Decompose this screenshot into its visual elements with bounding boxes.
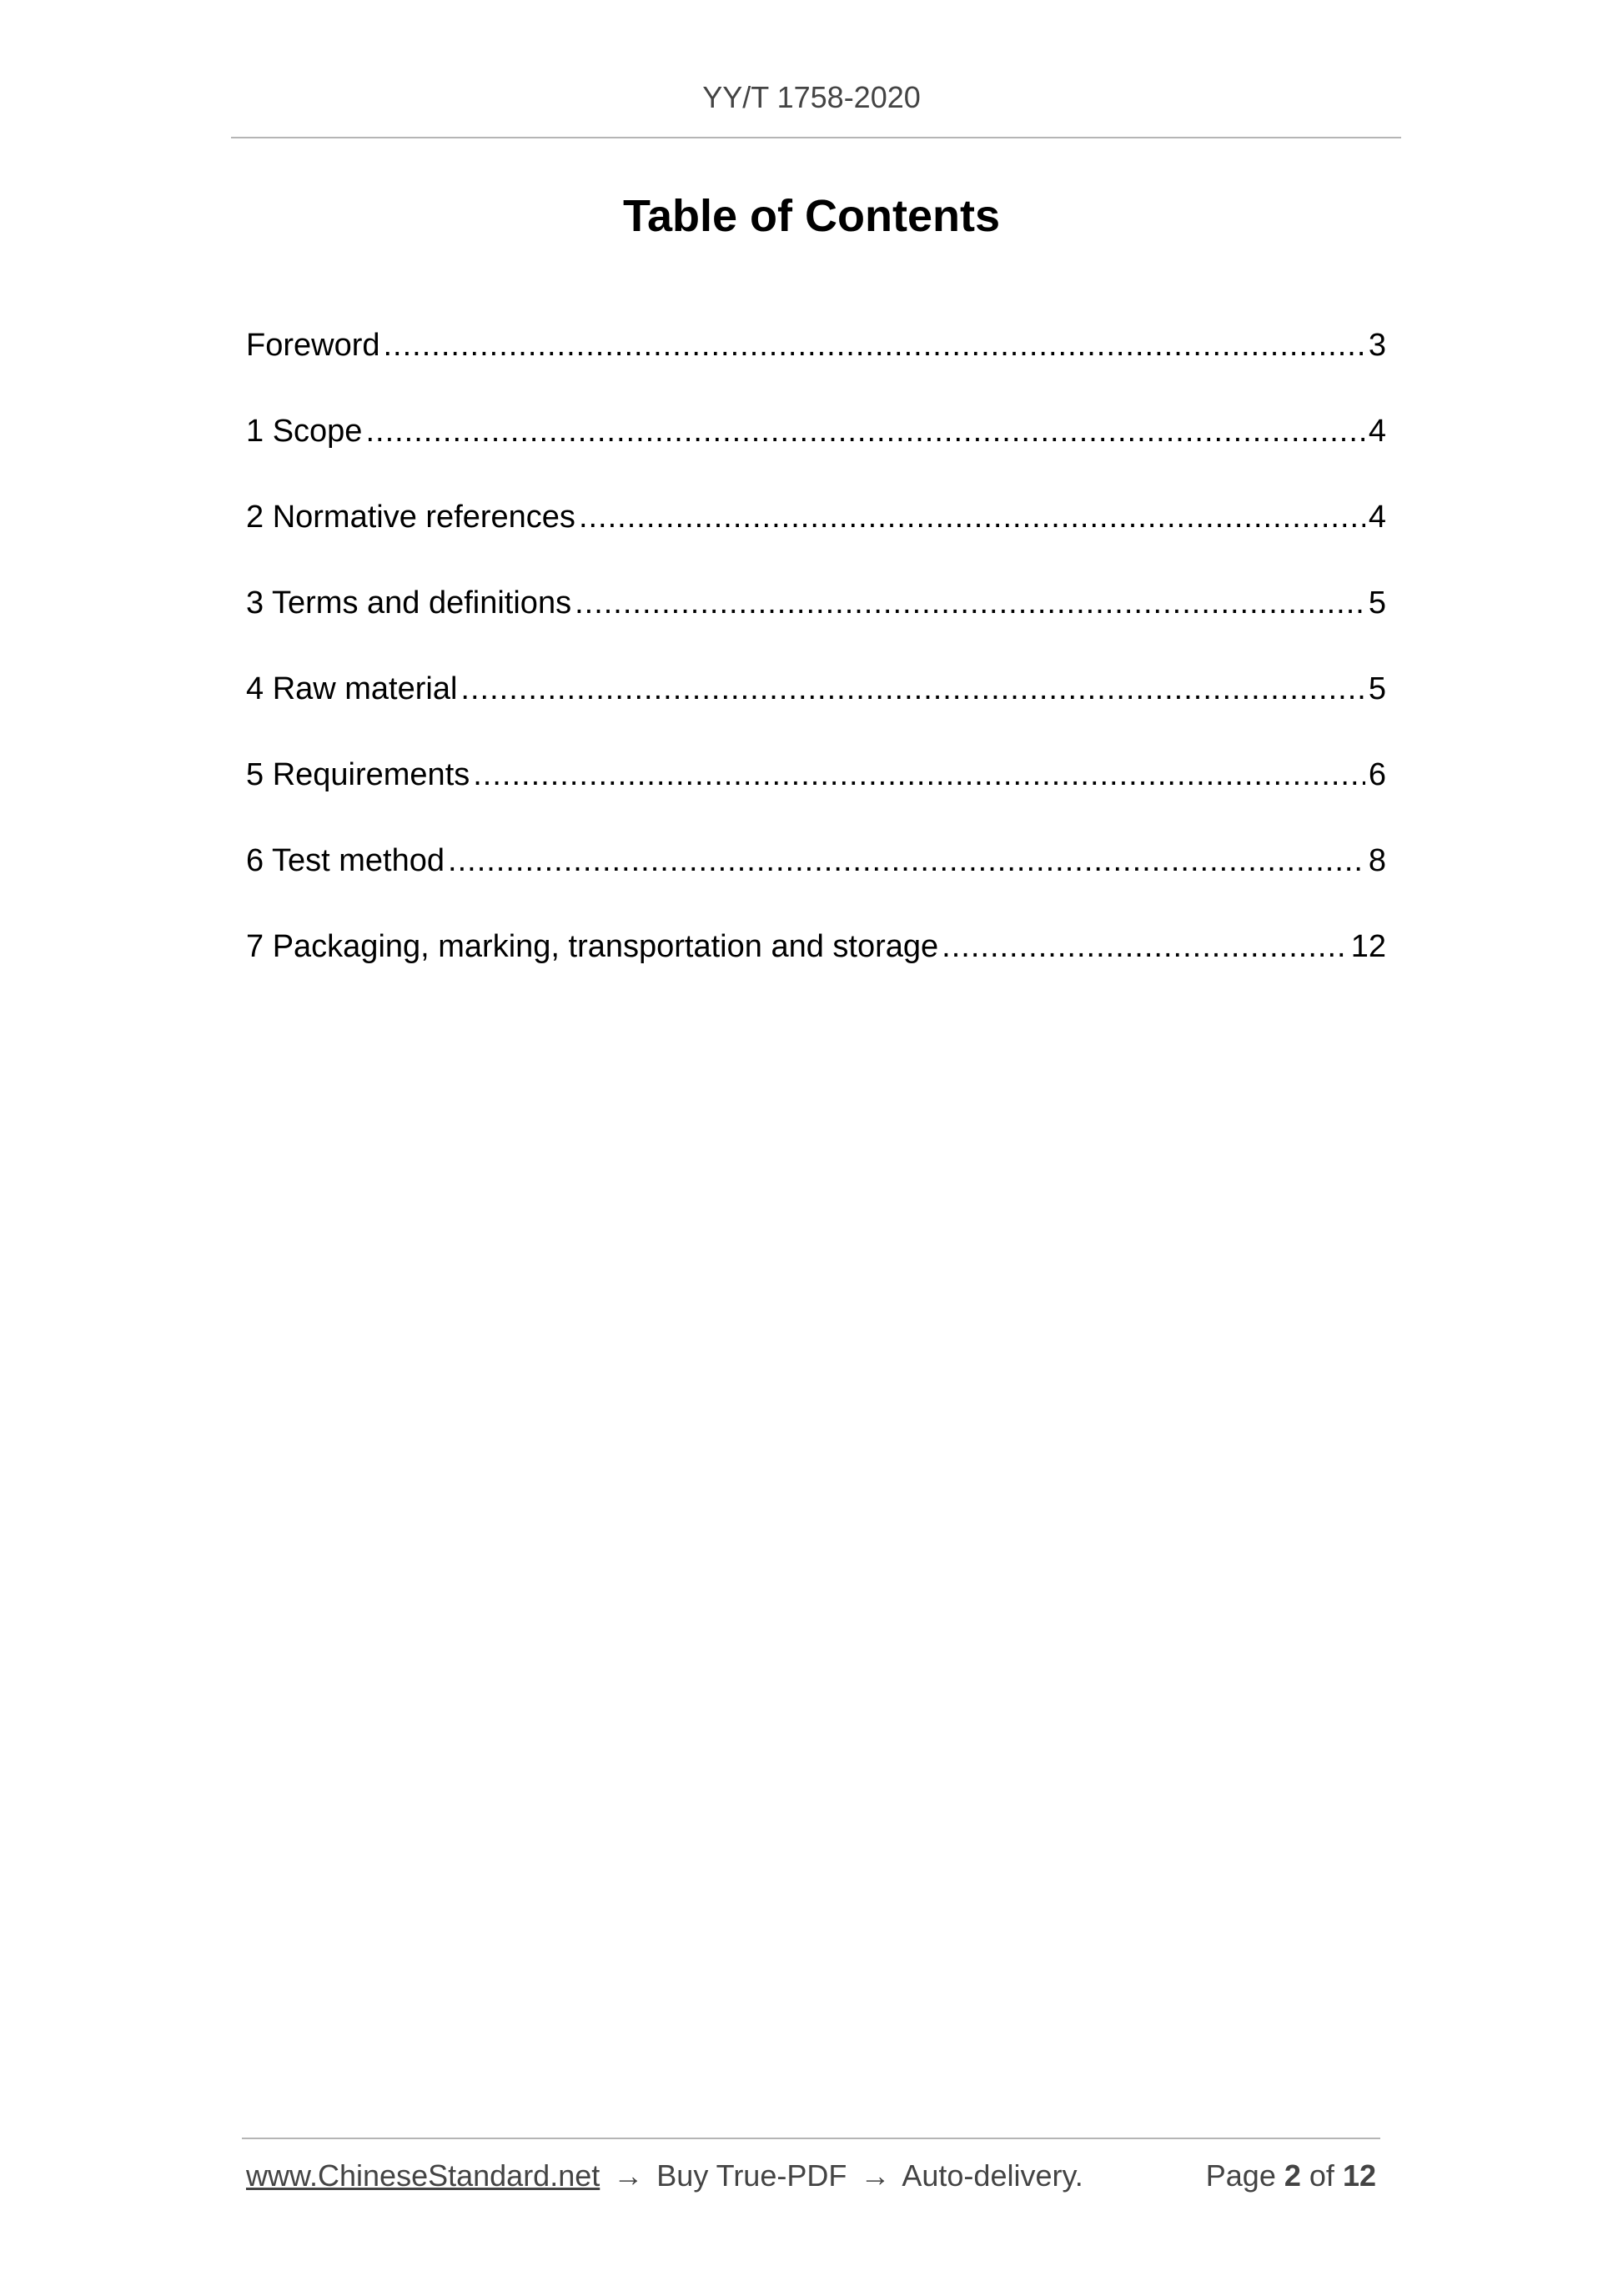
footer-promo	[246, 2158, 1083, 2193]
dot-leader	[473, 753, 1365, 796]
dot-leader	[942, 925, 1348, 968]
current-page-number: 2	[1284, 2158, 1301, 2193]
toc-entry-label: 5 Requirements	[246, 757, 470, 792]
toc-entry-page: 4	[1368, 500, 1386, 535]
toc-entry-terms-and-definitions[interactable]	[246, 581, 1386, 667]
dot-leader	[448, 839, 1365, 882]
toc-entry-packaging[interactable]	[246, 925, 1386, 1011]
arrow-right-icon: →	[613, 2158, 644, 2193]
toc-entry-page: 4	[1368, 414, 1386, 449]
toc-list	[246, 324, 1386, 1011]
toc-entry-label: Foreword	[246, 328, 380, 363]
auto-delivery-text: Auto-delivery.	[902, 2158, 1083, 2193]
dot-leader	[575, 581, 1365, 625]
toc-entry-label: 6 Test method	[246, 843, 445, 878]
toc-entry-label: 4 Raw material	[246, 671, 458, 706]
page-title: Table of Contents	[623, 191, 1000, 241]
dot-leader	[365, 409, 1364, 453]
dot-leader	[460, 667, 1364, 711]
arrow-right-icon: →	[860, 2158, 891, 2193]
header-divider	[231, 137, 1401, 138]
toc-entry-label: 7 Packaging, marking, transportation and storage	[246, 929, 939, 964]
dot-leader	[384, 324, 1365, 367]
of-word: of	[1309, 2158, 1334, 2193]
footer-divider	[242, 2138, 1380, 2139]
toc-entry-label: 2 Normative references	[246, 500, 575, 535]
page-indicator	[1206, 2158, 1376, 2193]
website-link[interactable]: www.ChineseStandard.net	[246, 2158, 600, 2193]
page-word: Page	[1205, 2158, 1276, 2193]
toc-entry-test-method[interactable]	[246, 839, 1386, 925]
total-pages-number: 12	[1342, 2158, 1376, 2193]
buy-pdf-text: Buy True-PDF	[656, 2158, 847, 2193]
toc-entry-scope[interactable]	[246, 409, 1386, 495]
toc-entry-page: 3	[1368, 328, 1386, 363]
toc-entry-page: 8	[1368, 843, 1386, 878]
toc-entry-page: 5	[1368, 585, 1386, 620]
toc-entry-requirements[interactable]	[246, 753, 1386, 839]
toc-entry-foreword[interactable]	[246, 324, 1386, 409]
toc-entry-raw-material[interactable]	[246, 667, 1386, 753]
toc-entry-normative-references[interactable]	[246, 495, 1386, 581]
toc-entry-page: 12	[1350, 929, 1386, 964]
toc-entry-page: 5	[1368, 671, 1386, 706]
toc-entry-label: 1 Scope	[246, 414, 363, 449]
document-code: YY/T 1758-2020	[702, 80, 921, 114]
toc-entry-page: 6	[1368, 757, 1386, 792]
dot-leader	[579, 495, 1365, 539]
toc-entry-label: 3 Terms and definitions	[246, 585, 572, 620]
